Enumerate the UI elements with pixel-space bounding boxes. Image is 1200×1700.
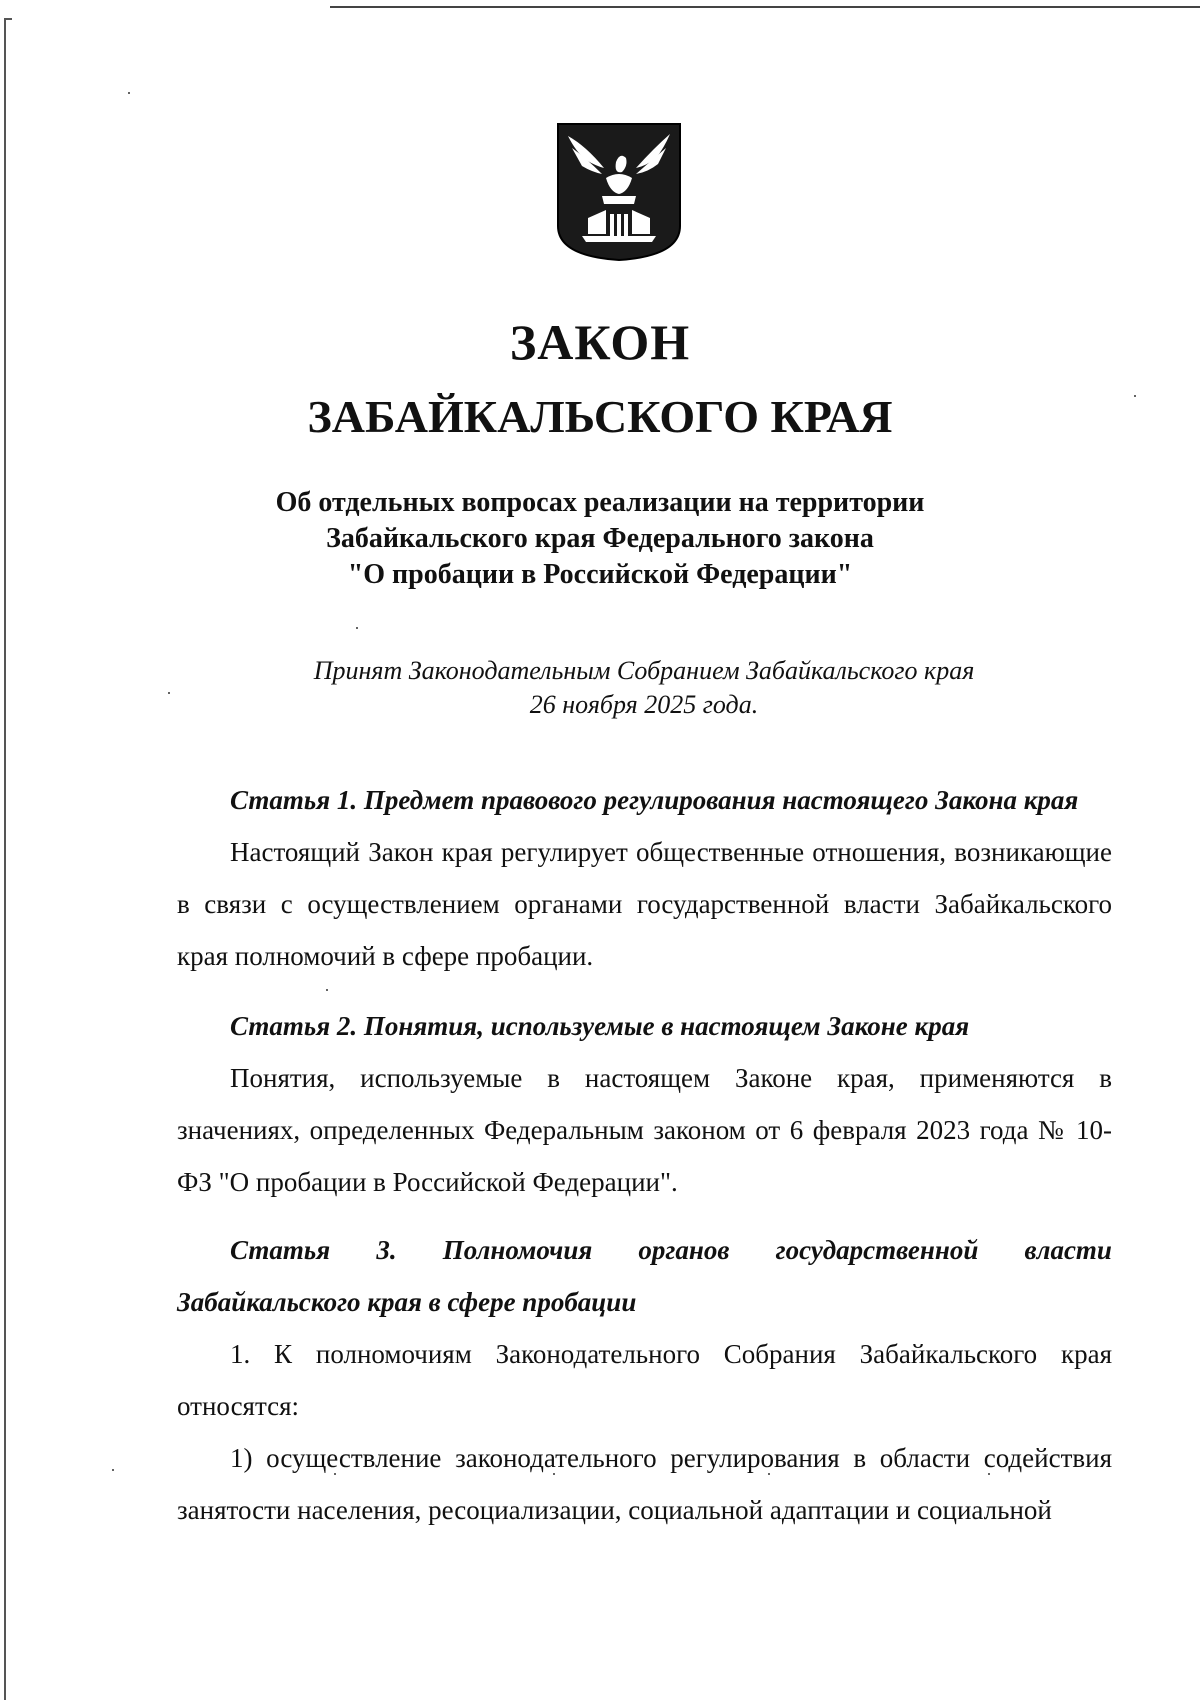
law-name [0,485,1200,593]
scan-edge-top [330,6,1200,8]
scan-edge-left [4,18,6,1700]
issuer-title: ЗАБАЙКАЛЬСКОГО КРАЯ [307,391,893,442]
adoption-date-line: 26 ноября 2025 года. [529,690,759,719]
article-3-heading-line: Забайкальского края в сфере пробации [177,1287,637,1317]
law-name-line: Забайкальского края Федерального закона [326,523,874,554]
scan-speck [128,92,130,94]
scan-speck [356,627,358,629]
heading-word: Полномочия [442,1235,593,1265]
heading-word: государственной [775,1235,979,1265]
article-2-text: Понятия, используемые в настоящем Законе края, применяются в значениях, определенных Федеральным законом от 6 февраля 2023 года № 10-ФЗ "О пробации в Российской Федерации". [177,1063,1112,1197]
adoption-note [0,654,1200,722]
law-name-line: "О пробации в Российской Федерации" [347,559,853,590]
heading-word: власти [1024,1235,1112,1265]
scan-edge-corner [4,18,12,20]
scan-speck [112,1469,114,1471]
heading-word: Статья [230,1235,331,1265]
law-name-line: Об отдельных вопросах реализации на территории [275,487,925,518]
article-1-text: Настоящий Закон края регулирует общественные отношения, возникающие в связи с осуществлением органами государственной власти Забайкальского края полномочий в сфере пробации. [177,837,1112,971]
article-3-item-1: 1) осуществление законодательного регулирования в области содействия занятости населения, ресоциализации, социальной адаптации и социальной [177,1443,1112,1525]
article-3-heading-line [177,1224,1112,1276]
article-3-paragraph-1: 1. К полномочиям Законодательного Собрания Забайкальского края относятся: [177,1339,1112,1421]
coat-of-arms-emblem [556,122,682,262]
heading-word: органов [638,1235,730,1265]
article-1-heading: Статья 1. Предмет правового регулирования настоящего Закона края [230,785,1079,815]
adoption-body-line: Принят Законодательным Собранием Забайкальского края [313,656,975,685]
article-3-heading [177,1224,1112,1328]
article-2-heading: Статья 2. Понятия, используемые в настоящем Законе края [230,1011,970,1041]
heading-word: 3. [376,1235,397,1265]
document-type-title: ЗАКОН [509,314,691,370]
scan-speck [326,989,328,991]
